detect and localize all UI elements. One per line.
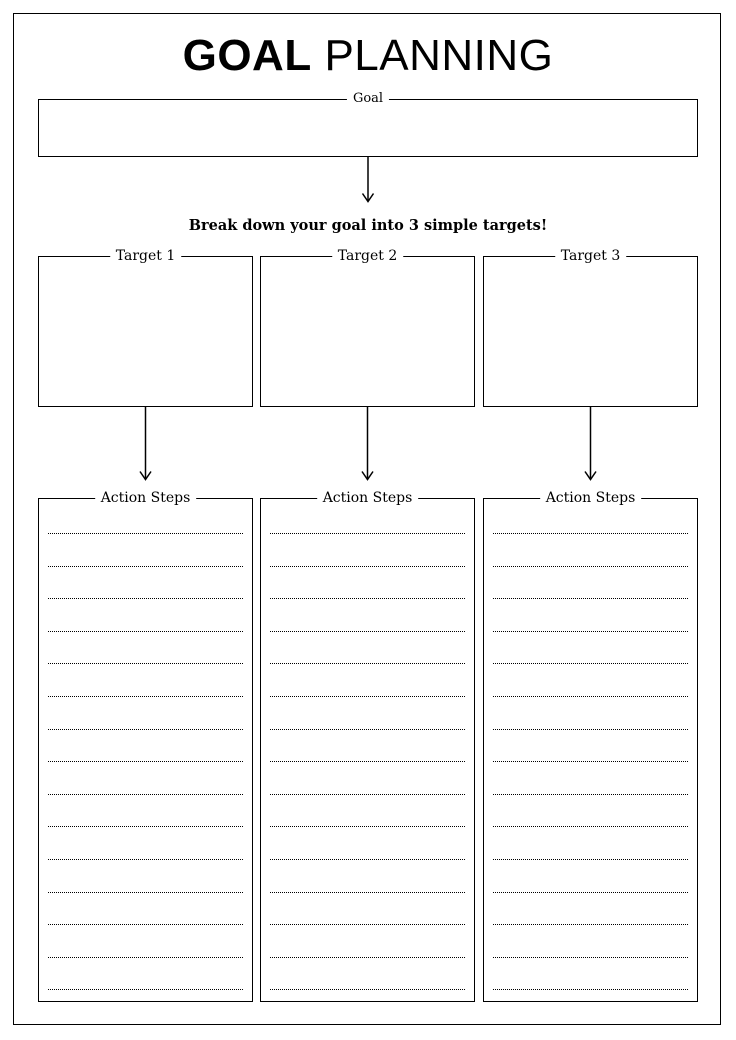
writing-line [270,794,465,795]
writing-line [493,826,688,827]
action-steps-1-label: Action Steps [95,488,197,508]
writing-line [48,598,243,599]
target-1-field[interactable] [38,248,253,407]
writing-line [493,696,688,697]
writing-line [270,761,465,762]
title-normal-part: PLANNING [324,31,554,80]
target-2-label: Target 2 [332,246,404,266]
writing-line [493,761,688,762]
writing-line [270,631,465,632]
writing-line [493,989,688,990]
goal-label: Goal [347,89,389,109]
target-2-field[interactable] [260,248,475,407]
writing-line [270,566,465,567]
target-3-field[interactable] [483,248,698,407]
instruction-text: Break down your goal into 3 simple targets! [188,217,548,234]
action-steps-1-box[interactable] [38,490,253,1002]
writing-line [493,598,688,599]
writing-line [48,631,243,632]
page-title [0,28,736,84]
target-3-label: Target 3 [555,246,627,266]
writing-line [493,859,688,860]
writing-line [48,729,243,730]
writing-line [48,989,243,990]
writing-line [48,533,243,534]
title-bold-part: GOAL [182,31,312,80]
writing-line [48,957,243,958]
action-steps-3-label: Action Steps [540,488,642,508]
writing-line [493,533,688,534]
writing-line [493,566,688,567]
writing-line [270,826,465,827]
action-steps-2-label: Action Steps [317,488,419,508]
writing-line [48,892,243,893]
writing-line [48,826,243,827]
writing-line [270,696,465,697]
writing-line [493,663,688,664]
writing-line [493,957,688,958]
writing-line [48,924,243,925]
action-steps-2-box[interactable] [260,490,475,1002]
goal-field[interactable] [38,91,698,157]
writing-line [270,663,465,664]
writing-line [270,598,465,599]
writing-line [270,924,465,925]
writing-line [493,924,688,925]
writing-line [493,631,688,632]
writing-line [270,989,465,990]
writing-line [493,794,688,795]
writing-line [270,892,465,893]
writing-line [48,663,243,664]
writing-line [270,729,465,730]
writing-line [48,859,243,860]
action-steps-3-box[interactable] [483,490,698,1002]
target-1-label: Target 1 [110,246,182,266]
writing-line [48,566,243,567]
writing-line [270,859,465,860]
writing-line [48,794,243,795]
writing-line [48,761,243,762]
writing-line [493,729,688,730]
writing-line [493,892,688,893]
writing-line [48,696,243,697]
writing-line [270,957,465,958]
writing-line [270,533,465,534]
